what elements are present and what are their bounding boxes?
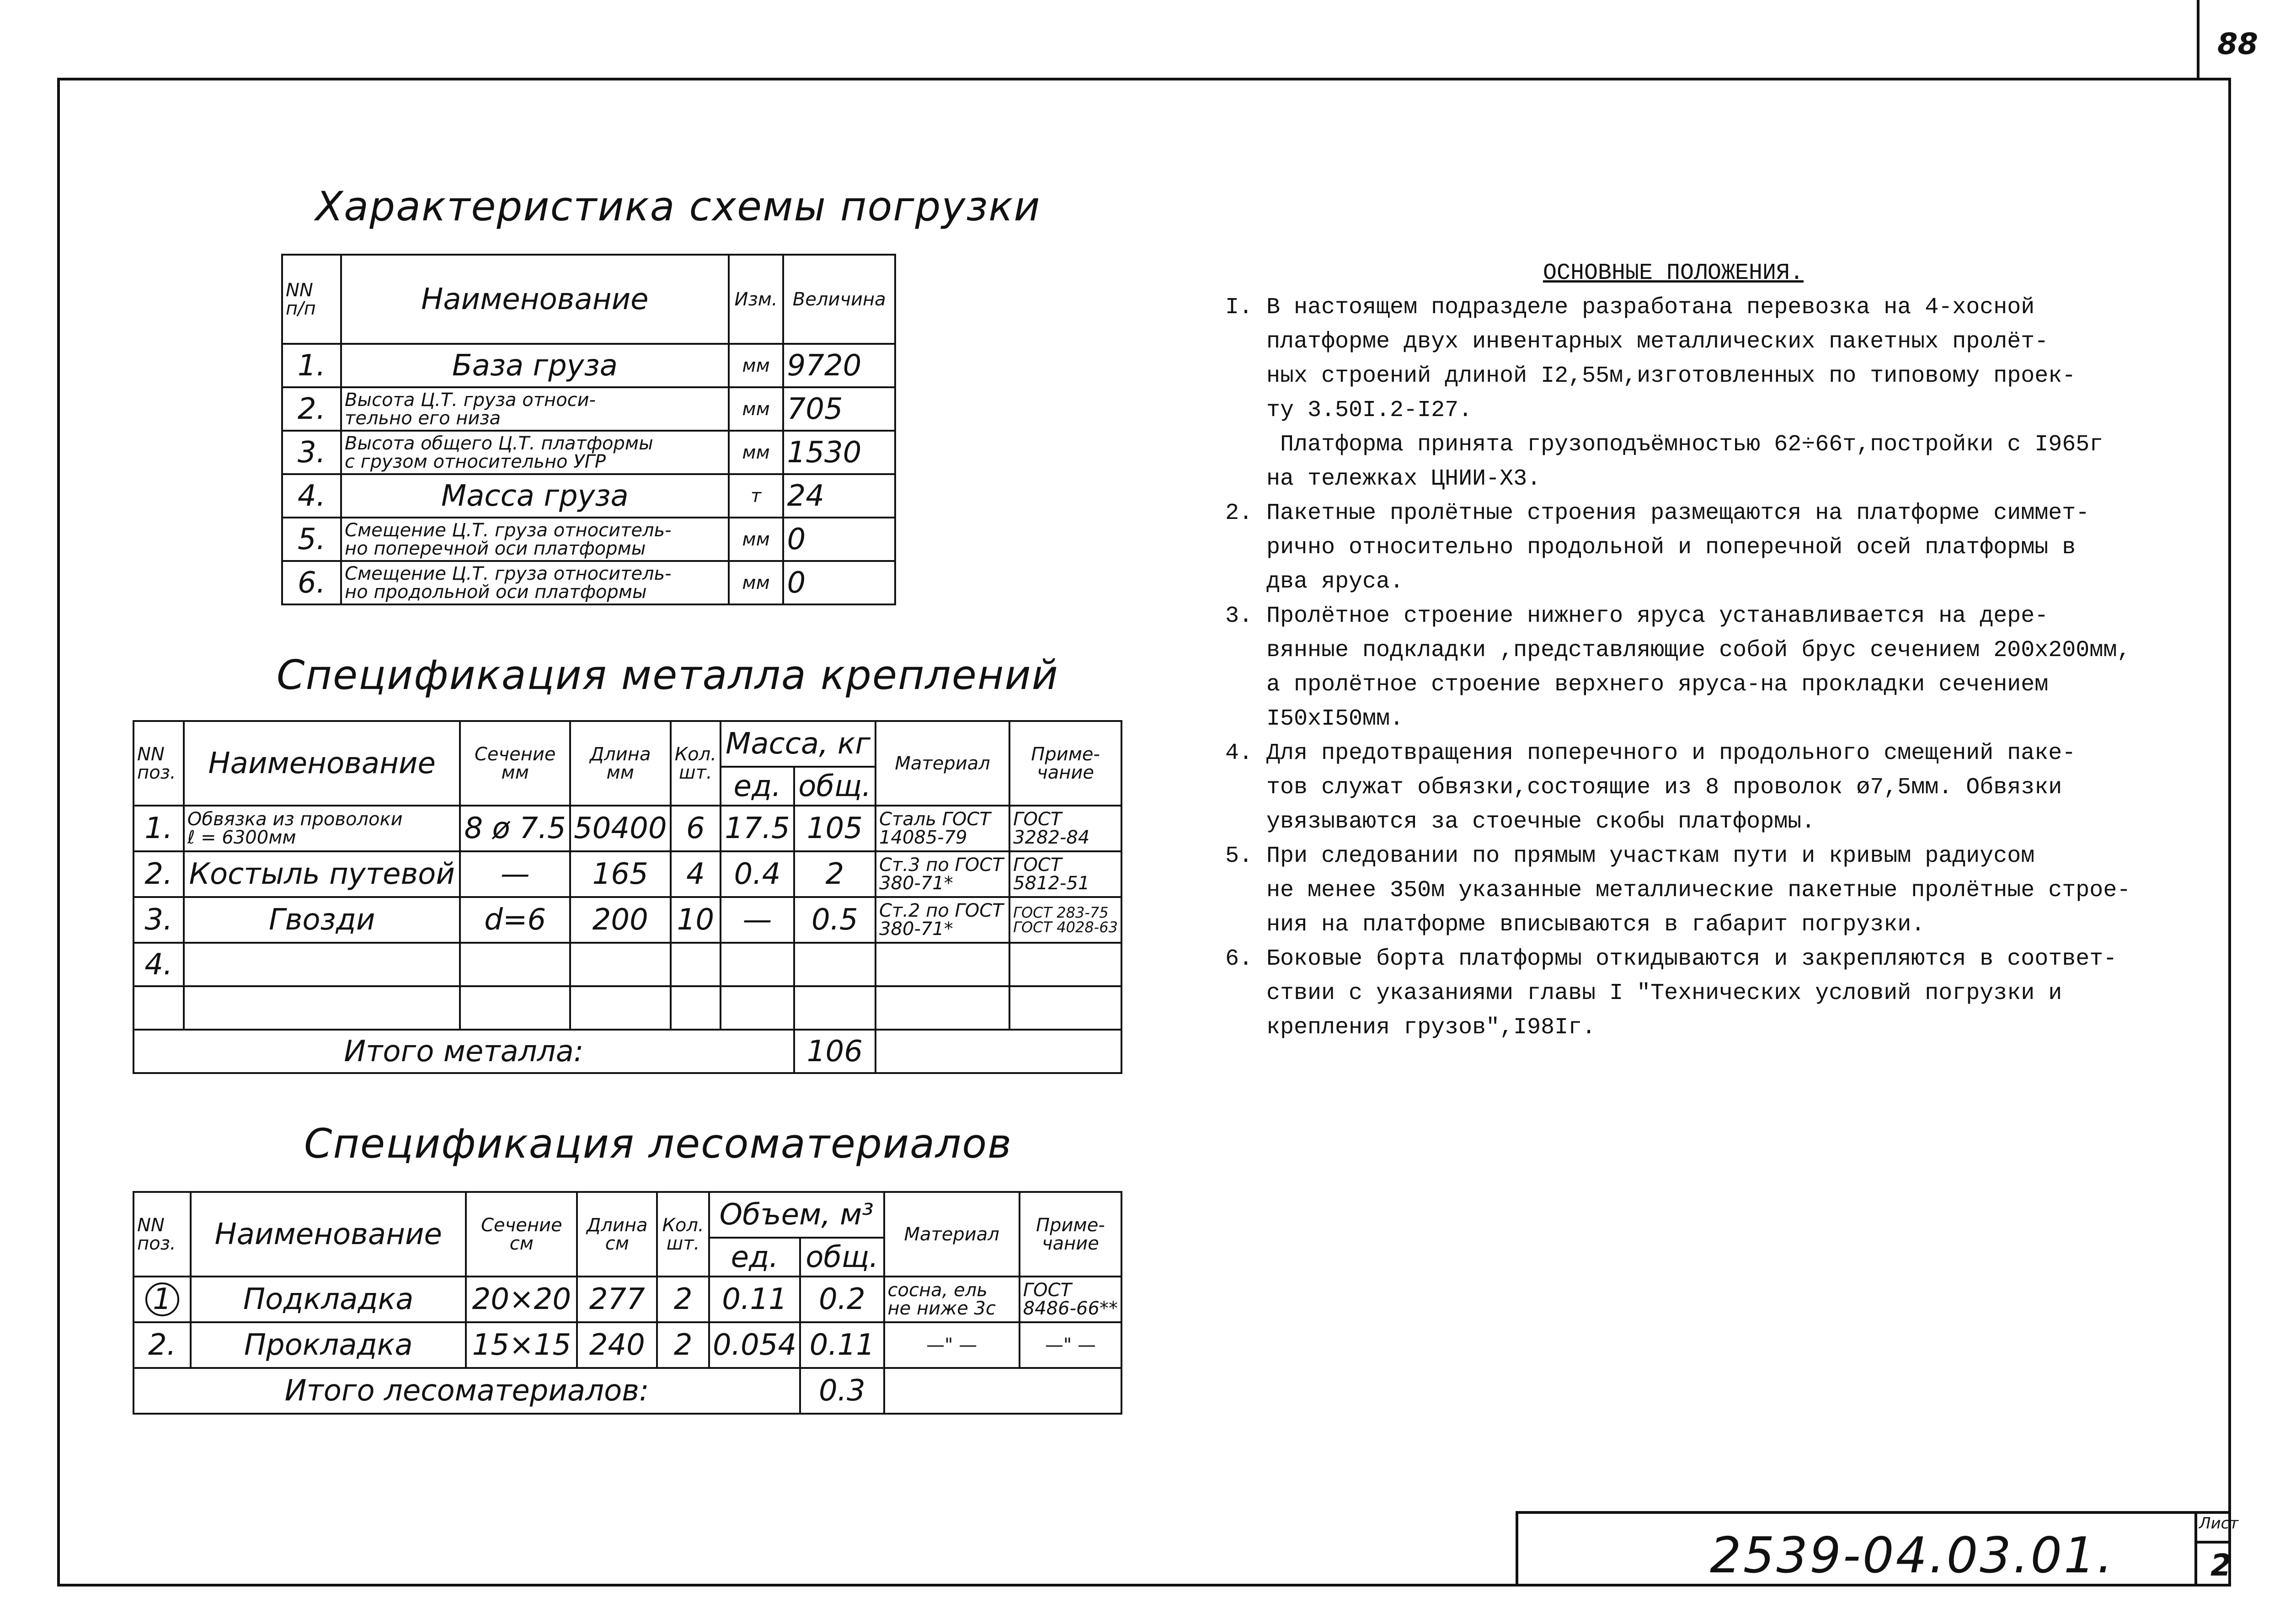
row-name: Смещение Ц.Т. груза относитель- но продольной оси платформы: [341, 561, 729, 604]
row-name: Прокладка: [191, 1322, 466, 1368]
row-qty: 2: [657, 1322, 709, 1368]
row-value: 705: [783, 387, 895, 431]
row-qty: 10: [671, 897, 721, 943]
row-section: [460, 986, 570, 1030]
row-material: Ст.2 по ГОСТ 380-71*: [876, 897, 1009, 943]
row-name: Гвозди: [184, 897, 460, 943]
row-number: 5.: [282, 518, 341, 561]
table-header-row: [133, 721, 1121, 767]
table-row: [282, 431, 895, 474]
row-material: сосна, ель не ниже 3с: [884, 1277, 1020, 1322]
row-value: 9720: [783, 344, 895, 387]
table3-title: Спецификация лесоматериалов: [304, 1120, 1012, 1167]
total-row: [133, 1368, 1121, 1414]
row-qty: [671, 943, 721, 986]
col-header-material: Материал: [876, 721, 1009, 806]
note-item-2: 2. Пакетные пролётные строения размещаются на платформе симмет- рично относительно продольной и поперечной осей платформы в два яруса.: [1225, 500, 2090, 595]
row-qty: 6: [671, 806, 721, 851]
note-item-3: 3. Пролётное строение нижнего яруса устанавливается на дере- вянные подкладки ,представляющие собой брус сечением 200х200мм, а пролётное строение верхнего яруса-на прокладки сечением I50хI50мм.: [1225, 603, 2131, 732]
total-label: Итого лесоматериалов:: [133, 1368, 800, 1414]
row-length: 50400: [570, 806, 671, 851]
row-total-mass: 0.5: [794, 897, 876, 943]
row-number: 2.: [282, 387, 341, 431]
row-length: 240: [577, 1322, 657, 1368]
row-qty: 2: [657, 1277, 709, 1322]
row-length: 277: [577, 1277, 657, 1322]
row-unit: т: [729, 474, 784, 518]
row-unit: мм: [729, 518, 784, 561]
table-row: [133, 806, 1121, 851]
col-header-mass-total: общ.: [794, 767, 876, 806]
row-number: 4.: [282, 474, 341, 518]
table-row: [282, 344, 895, 387]
total-value: 0.3: [800, 1368, 884, 1414]
row-note: ГОСТ 8486-66**: [1020, 1277, 1121, 1322]
row-name: Масса груза: [341, 474, 729, 518]
loading-characteristics-table: [281, 254, 896, 605]
document-code: 2539-04.03.01.: [1710, 1527, 2115, 1584]
note-item-4: 4. Для предотвращения поперечного и продольного смещений паке- тов служат обвязки,состоящие из 8 проволок ø7,5мм. Обвязки увязываются за стоечные скобы платформы.: [1225, 740, 2076, 835]
note-item-1: I. В настоящем подразделе разработана перевозка на 4-хосной платформе двух инвентарных металлических пакетных пролёт- ных строений длиной I2,55м,изготовленных по типовому проек- ту 3.50I.2-I27. Платформа принята грузоподъёмностью 62÷66т,постройки с I965г на тележках ЦНИИ-Х3.: [1225, 294, 2103, 492]
table-row: [133, 851, 1121, 897]
note-item-6: 6. Боковые борта платформы откидываются и закрепляются в соответ- ствии с указаниями главы I "Технических условий погрузки и крепления грузов",I98Iг.: [1225, 946, 2117, 1041]
col-header-nn: NN поз.: [133, 721, 184, 806]
total-row: [133, 1030, 1121, 1073]
row-value: 1530: [783, 431, 895, 474]
row-unit-mass: [721, 943, 794, 986]
col-header-mass-unit: ед.: [721, 767, 794, 806]
row-qty: 4: [671, 851, 721, 897]
row-section: d=6: [460, 897, 570, 943]
col-header-vol-total: общ.: [800, 1238, 884, 1277]
table2-title: Спецификация металла креплений: [277, 652, 1059, 699]
notes-title: ОСНОВНЫЕ ПОЛОЖЕНИЯ.: [1543, 260, 1804, 286]
col-header-vol-unit: ед.: [709, 1238, 800, 1277]
col-header-qty: Кол. шт.: [671, 721, 721, 806]
col-header-note: Приме- чание: [1020, 1192, 1121, 1277]
col-header-qty: Кол. шт.: [657, 1192, 709, 1277]
col-header-unit: Изм.: [729, 255, 784, 344]
row-length: 165: [570, 851, 671, 897]
row-length: [570, 943, 671, 986]
general-provisions: [1225, 256, 2176, 1045]
row-name: [184, 943, 460, 986]
row-name: Обвязка из проволоки ℓ = 6300мм: [184, 806, 460, 851]
row-number: 3.: [282, 431, 341, 474]
row-total-volume: 0.11: [800, 1322, 884, 1368]
row-number: [133, 986, 184, 1030]
col-header-length: Длина мм: [570, 721, 671, 806]
col-header-nn: NN п/п: [282, 255, 341, 344]
row-material: Ст.3 по ГОСТ 380-71*: [876, 851, 1009, 897]
row-unit-volume: 0.11: [709, 1277, 800, 1322]
table-row: [133, 986, 1121, 1030]
table-row: [282, 518, 895, 561]
col-header-length: Длина см: [577, 1192, 657, 1277]
row-total-mass: [794, 986, 876, 1030]
row-note: ГОСТ 283-75 ГОСТ 4028-63: [1009, 897, 1121, 943]
col-header-material: Материал: [884, 1192, 1020, 1277]
row-value: 0: [783, 561, 895, 604]
row-number: [133, 1277, 191, 1322]
row-unit: мм: [729, 344, 784, 387]
row-qty: [671, 986, 721, 1030]
title-block-divider: [2194, 1541, 2231, 1544]
row-value: 0: [783, 518, 895, 561]
row-note: ГОСТ 5812-51: [1009, 851, 1121, 897]
col-header-value: Величина: [783, 255, 895, 344]
row-name: Костыль путевой: [184, 851, 460, 897]
note-item-5: 5. При следовании по прямым участкам пути и кривым радиусом не менее 350м указанные металлические пакетные пролётные строе- ния на платформе вписываются в габарит погрузки.: [1225, 843, 2131, 938]
row-name: Смещение Ц.Т. груза относитель- но поперечной оси платформы: [341, 518, 729, 561]
row-name: [184, 986, 460, 1030]
total-label: Итого металла:: [133, 1030, 794, 1073]
table-row: [282, 474, 895, 518]
row-number: 6.: [282, 561, 341, 604]
row-material: [876, 943, 1009, 986]
row-section: [460, 943, 570, 986]
col-header-section: Сечение мм: [460, 721, 570, 806]
row-number: 2.: [133, 851, 184, 897]
row-unit-mass: [721, 986, 794, 1030]
row-total-mass: 2: [794, 851, 876, 897]
row-material: [876, 986, 1009, 1030]
row-name: Подкладка: [191, 1277, 466, 1322]
row-note: ГОСТ 3282-84: [1009, 806, 1121, 851]
sheet-label: Лист: [2199, 1514, 2239, 1533]
col-header-mass: Масса, кг: [721, 721, 876, 767]
col-header-volume: Объем, м³: [709, 1192, 884, 1238]
table1-title: Характеристика схемы погрузки: [315, 183, 1041, 230]
row-unit: мм: [729, 387, 784, 431]
row-section: —: [460, 851, 570, 897]
row-total-mass: 105: [794, 806, 876, 851]
row-value: 24: [783, 474, 895, 518]
table-row: [133, 1277, 1121, 1322]
row-number: 1.: [133, 806, 184, 851]
row-section: 20×20: [466, 1277, 577, 1322]
col-header-nn: NN поз.: [133, 1192, 191, 1277]
row-length: 200: [570, 897, 671, 943]
timber-spec-table: [133, 1191, 1122, 1415]
row-unit-mass: —: [721, 897, 794, 943]
row-number: 3.: [133, 897, 184, 943]
row-length: [570, 986, 671, 1030]
row-section: 8 ø 7.5: [460, 806, 570, 851]
row-name: Высота Ц.Т. груза относи- тельно его низа: [341, 387, 729, 431]
col-header-name: Наименование: [341, 255, 729, 344]
row-material: Сталь ГОСТ 14085-79: [876, 806, 1009, 851]
title-block-divider: [2194, 1511, 2197, 1587]
row-name: Высота общего Ц.Т. платформы с грузом относительно УГР: [341, 431, 729, 474]
row-number: 2.: [133, 1322, 191, 1368]
total-empty: [884, 1368, 1121, 1414]
row-note: [1009, 943, 1121, 986]
row-unit: мм: [729, 431, 784, 474]
table-header-row: [282, 255, 895, 344]
table-row: [282, 387, 895, 431]
total-value: 106: [794, 1030, 876, 1073]
row-section: 15×15: [466, 1322, 577, 1368]
row-name: База груза: [341, 344, 729, 387]
row-note: —" —: [1020, 1322, 1121, 1368]
row-material: —" —: [884, 1322, 1020, 1368]
col-header-section: Сечение см: [466, 1192, 577, 1277]
table-row: [133, 897, 1121, 943]
col-header-note: Приме- чание: [1009, 721, 1121, 806]
row-total-mass: [794, 943, 876, 986]
table-row: [133, 1322, 1121, 1368]
sheet-number: 88: [2217, 27, 2258, 61]
row-total-volume: 0.2: [800, 1277, 884, 1322]
row-note: [1009, 986, 1121, 1030]
table-row: [133, 943, 1121, 986]
total-empty: [876, 1030, 1121, 1073]
row-unit-mass: 0.4: [721, 851, 794, 897]
row-number: 1.: [282, 344, 341, 387]
row-unit-volume: 0.054: [709, 1322, 800, 1368]
row-number: 4.: [133, 943, 184, 986]
frame-margin-line: [2197, 0, 2200, 80]
sheet-list-number: 2: [2210, 1548, 2232, 1583]
col-header-name: Наименование: [184, 721, 460, 806]
circled-number: 1: [145, 1282, 179, 1316]
table-header-row: [133, 1192, 1121, 1238]
metal-fastening-spec-table: [133, 720, 1122, 1074]
col-header-name: Наименование: [191, 1192, 466, 1277]
row-unit-mass: 17.5: [721, 806, 794, 851]
row-unit: мм: [729, 561, 784, 604]
table-row: [282, 561, 895, 604]
